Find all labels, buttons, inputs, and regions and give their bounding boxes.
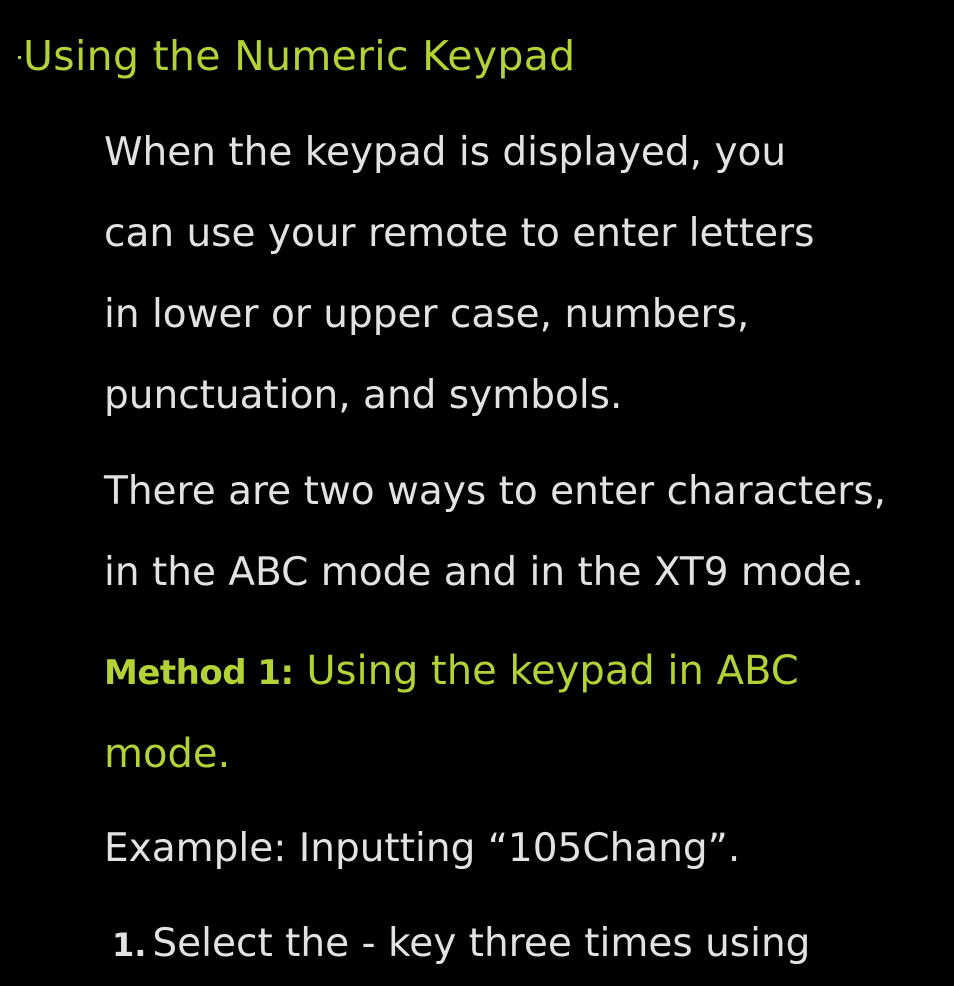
example-text: Example: Inputting “105Chang”.	[104, 826, 741, 871]
step-number: 1.	[112, 926, 147, 964]
method-heading	[104, 631, 944, 795]
modes-line-1: There are two ways to enter characters,	[104, 469, 887, 514]
modes-paragraph	[104, 451, 944, 613]
method-heading-line-1	[104, 631, 944, 714]
method-label: Method 1:	[104, 653, 294, 693]
section-title-text: Using the Numeric Keypad	[23, 32, 576, 80]
step-item	[112, 903, 810, 986]
intro-line-2: can use your remote to enter letters	[104, 211, 815, 256]
intro-line-1: When the keypad is displayed, you	[104, 130, 787, 175]
modes-line-2: in the ABC mode and in the XT9 mode.	[104, 550, 864, 595]
title-bullet-icon	[18, 56, 21, 59]
step-text: Select the - key three times using	[152, 921, 811, 966]
section-title	[18, 28, 575, 84]
intro-line-4: punctuation, and symbols.	[104, 373, 623, 418]
method-text-2: mode.	[104, 731, 231, 777]
method-text-1: Using the keypad in ABC	[306, 648, 799, 694]
intro-paragraph	[104, 112, 944, 436]
intro-line-3: in lower or upper case, numbers,	[104, 292, 750, 337]
